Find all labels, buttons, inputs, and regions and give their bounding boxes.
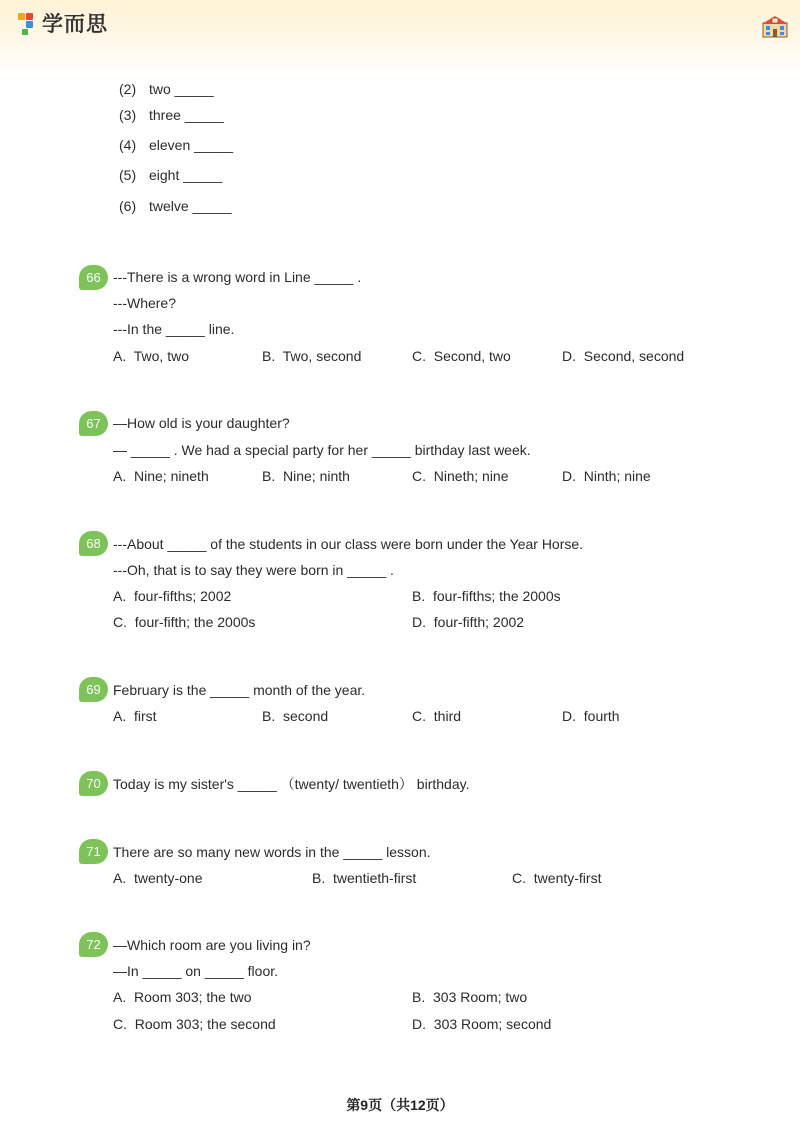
sub-item-label: (3) — [119, 107, 137, 123]
option-d[interactable]: D. Second, second — [562, 348, 685, 364]
option-d[interactable]: D. fourth — [562, 708, 620, 724]
option-d[interactable]: D. Ninth; nine — [562, 468, 651, 484]
sub-item-text: three _____ — [149, 107, 224, 123]
option-a[interactable]: A. twenty-one — [113, 870, 203, 886]
sub-item-text: eleven _____ — [149, 137, 234, 153]
question-text: Today is my sister's _____ （twenty/ twentieth） birthday. — [113, 776, 470, 792]
question-text: — _____ . We had a special party for her _____ birthday last week. — [113, 442, 531, 458]
question-text: ---Where? — [113, 295, 177, 311]
logo-mark-icon — [18, 11, 38, 35]
question-text: ---There is a wrong word in Line _____ . — [113, 269, 362, 285]
option-d[interactable]: D. four-fifth; 2002 — [412, 614, 525, 630]
sub-item-label: (6) — [119, 198, 137, 214]
question-text: ---Oh, that is to say they were born in _____ . — [113, 562, 394, 578]
question-number-badge: 71 — [79, 839, 108, 864]
sub-item-label: (4) — [119, 137, 137, 153]
option-b[interactable]: B. Nine; ninth — [262, 468, 350, 484]
sub-item-label: (5) — [119, 167, 137, 183]
sub-item-text: twelve _____ — [149, 198, 232, 214]
option-c[interactable]: C. four-fifth; the 2000s — [113, 614, 256, 630]
school-building-icon — [762, 14, 788, 38]
question-text: ---About _____ of the students in our class were born under the Year Horse. — [113, 536, 584, 552]
logo-text: 学而思 — [42, 13, 108, 36]
question-text: —Which room are you living in? — [113, 937, 311, 953]
logo — [18, 10, 108, 36]
option-a[interactable]: A. four-fifths; 2002 — [113, 588, 232, 604]
option-c[interactable]: C. Second, two — [412, 348, 511, 364]
question-text: —In _____ on _____ floor. — [113, 963, 279, 979]
option-b[interactable]: B. 303 Room; two — [412, 989, 528, 1005]
question-number-badge: 67 — [79, 411, 108, 436]
option-c[interactable]: C. third — [412, 708, 462, 724]
option-b[interactable]: B. second — [262, 708, 329, 724]
option-a[interactable]: A. Room 303; the two — [113, 989, 252, 1005]
sub-item-text: eight _____ — [149, 167, 223, 183]
question-number-badge: 68 — [79, 531, 108, 556]
sub-item-label: (2) — [119, 81, 137, 97]
question-text: February is the _____ month of the year. — [113, 682, 366, 698]
option-b[interactable]: B. Two, second — [262, 348, 362, 364]
option-c[interactable]: C. twenty-first — [512, 870, 602, 886]
option-a[interactable]: A. Two, two — [113, 348, 189, 364]
question-text: ---In the _____ line. — [113, 321, 235, 337]
page-number: 第9页（共12页） — [346, 1097, 454, 1113]
question-number-badge: 66 — [79, 265, 108, 290]
option-a[interactable]: A. first — [113, 708, 157, 724]
option-c[interactable]: C. Room 303; the second — [113, 1016, 276, 1032]
option-d[interactable]: D. 303 Room; second — [412, 1016, 552, 1032]
option-c[interactable]: C. Nineth; nine — [412, 468, 509, 484]
option-a[interactable]: A. Nine; nineth — [113, 468, 209, 484]
sub-item-text: two _____ — [149, 81, 214, 97]
question-text: There are so many new words in the _____ lesson. — [113, 844, 431, 860]
page-header — [0, 0, 800, 72]
question-number-badge: 69 — [79, 677, 108, 702]
question-number-badge: 72 — [79, 932, 108, 957]
option-b[interactable]: B. four-fifths; the 2000s — [412, 588, 561, 604]
question-number-badge: 70 — [79, 771, 108, 796]
question-text: —How old is your daughter? — [113, 415, 290, 431]
option-b[interactable]: B. twentieth-first — [312, 870, 417, 886]
